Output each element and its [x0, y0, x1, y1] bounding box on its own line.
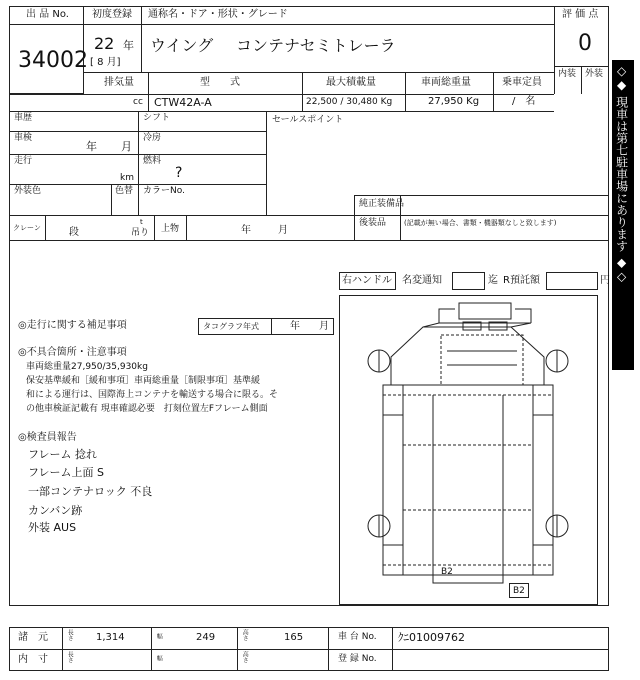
color-number-label: カラーNo. — [143, 186, 185, 196]
inspector-line: 一部コンテナロック 不良 — [28, 485, 153, 498]
registration-month: [ 8 月] — [90, 57, 121, 68]
defects-heading: ◎不具合箇所・注意事項 — [18, 347, 127, 358]
mileage-label: 走行 — [14, 156, 33, 166]
shift-label: シフト — [143, 113, 171, 123]
defect-line: 車両総重量27,950/35,930kg — [26, 362, 148, 372]
inspector-line: フレーム 捻れ — [28, 448, 98, 461]
gross-weight-value: 27,950 Kg — [428, 96, 480, 107]
registration-year: 22 — [94, 34, 115, 53]
inspector-line: 外装 AUS — [28, 521, 77, 534]
crane-hang-label: 吊り — [131, 228, 150, 238]
model-label: 型 式 — [200, 77, 240, 88]
exterior-color-label: 外装色 — [14, 186, 42, 196]
max-load-label: 最大積載量 — [326, 77, 376, 88]
inner-height-label: 高さ — [241, 651, 249, 663]
height-label: 高さ — [241, 629, 249, 641]
damage-mark-b2: B2 — [441, 567, 453, 577]
gross-weight-label: 車両総重量 — [421, 77, 471, 88]
right-handle-label: 右ハンドル — [342, 275, 392, 286]
fuel-value: ? — [175, 165, 183, 181]
inspection-month-unit: 月 — [121, 140, 132, 153]
name-change-label: 名変通知 — [402, 275, 442, 286]
defect-line: 保安基準緩和［緩和事項］車両総重量［制限事項］基準緩 — [26, 376, 261, 386]
top-body-label: 上物 — [161, 224, 180, 234]
genuine-equipment-label: 純正装備品 — [359, 199, 405, 209]
inspector-report-heading: ◎検査員報告 — [18, 432, 77, 443]
tachograph-label: タコグラフ年式 — [203, 322, 259, 331]
top-body-month-unit: 月 — [278, 225, 288, 236]
color-change-label: 色替 — [115, 186, 134, 196]
lot-number: 34002 — [18, 48, 88, 73]
crane-stage-unit: 段 — [69, 227, 79, 238]
fuel-label: 燃料 — [143, 156, 162, 166]
crane-label: クレーン — [13, 224, 41, 232]
dimensions-label: 諸 元 — [18, 632, 48, 643]
displacement-label: 排気量 — [104, 77, 134, 88]
cooling-label: 冷房 — [143, 133, 162, 143]
inspection-year-unit: 年 — [86, 140, 97, 153]
inner-dimensions-label: 内 寸 — [18, 654, 48, 665]
until-label: 迄 — [488, 275, 498, 286]
model-value: CTW42A-A — [154, 96, 212, 109]
aftermarket-note: (記載が無い場合、書類・機器類なしと致します) — [404, 219, 557, 227]
vehicle-name: ウイング — [150, 36, 214, 55]
length-value: 1,314 — [96, 632, 125, 643]
year-unit: 年 — [123, 39, 134, 52]
width-label: 幅 — [155, 633, 163, 639]
crane-ton-unit: t — [140, 218, 143, 226]
defect-line: 和による運行は、国際海上コンテナを輸送する場合に限る。そ — [26, 390, 279, 400]
tachograph-month-unit: 月 — [319, 321, 329, 332]
lot-number-label: 出 品 No. — [26, 9, 69, 20]
rating-value: 0 — [578, 31, 592, 56]
width-value: 249 — [196, 632, 216, 643]
inner-length-label: 長さ — [66, 651, 74, 663]
vehicle-grade: コンテナセミトレーラ — [236, 36, 396, 55]
mileage-unit: km — [120, 173, 134, 183]
height-value: 165 — [284, 632, 304, 643]
max-load-value: 22,500 / 30,480 Kg — [306, 97, 393, 107]
inner-width-label: 幅 — [155, 655, 163, 661]
inspector-line: フレーム上面 S — [28, 466, 105, 479]
recycle-deposit-label: R預託額 — [503, 275, 540, 286]
aftermarket-label: 後装品 — [359, 218, 387, 228]
defect-line: の他車検証記載有 現車確認必要 打刻位置左Fフレーム側面 — [26, 404, 268, 414]
name-change-date-box — [452, 272, 485, 290]
interior-rating-label: 内装 — [558, 69, 577, 79]
trailer-body-diagram — [339, 295, 598, 605]
history-label: 車歴 — [14, 113, 33, 123]
registration-number-label: 登 録 No. — [338, 654, 377, 664]
capacity-label: 乗車定員 — [502, 77, 542, 88]
first-registration-label: 初度登録 — [92, 9, 132, 20]
vehicle-name-label: 通称名・ドア・形状・グレード — [148, 9, 288, 20]
rating-label: 評 価 点 — [562, 9, 599, 20]
chassis-number-label: 車 台 No. — [338, 632, 377, 642]
tachograph-year-unit: 年 — [290, 321, 300, 332]
sales-point-label: セールスポイント — [272, 115, 344, 125]
exterior-rating-label: 外装 — [585, 69, 604, 79]
damage-mark-b2-label: B2 — [513, 586, 525, 596]
inspection-label: 車検 — [14, 133, 33, 143]
chassis-number-value: ｸﾆ01009762 — [398, 631, 465, 644]
length-label: 長さ — [66, 629, 74, 641]
side-banner-text: ◇◆ 現車は第七駐車場にあります ◆◇ — [614, 64, 629, 284]
yen-unit: 円 — [600, 275, 610, 286]
inspector-line: カンバン跡 — [28, 504, 83, 517]
capacity-value: / 名 — [512, 96, 536, 107]
displacement-unit: cc — [133, 97, 143, 107]
top-body-year-unit: 年 — [241, 225, 251, 236]
running-notes-heading: ◎走行に関する補足事項 — [18, 320, 127, 331]
recycle-deposit-box — [546, 272, 598, 290]
